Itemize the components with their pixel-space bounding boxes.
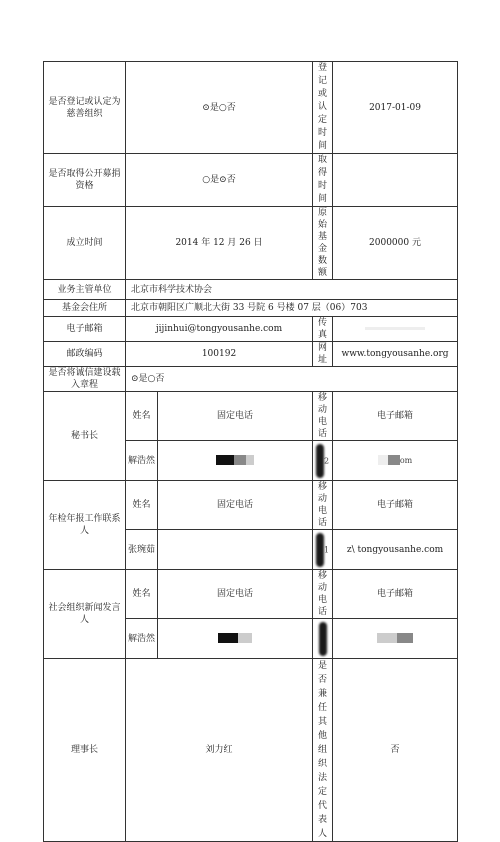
annual-phone-header: 固定电话: [158, 481, 313, 530]
spokesperson-name: 解浩然: [126, 619, 158, 659]
secretary-phone-header: 固定电话: [158, 392, 313, 441]
chairman-label: 理事长: [44, 659, 126, 842]
annual-contact-label: 年检年报工作联系人: [44, 481, 126, 570]
secretary-name-header: 姓名: [126, 392, 158, 441]
register-time-value: 2017-01-09: [333, 62, 458, 154]
website-value: www.tongyousanhe.org: [333, 342, 458, 367]
secretary-name: 解浩然: [126, 441, 158, 481]
secretary-mobile-header: 移动电话: [313, 392, 333, 441]
postcode-label: 邮政编码: [44, 342, 126, 367]
email-label: 电子邮箱: [44, 317, 126, 342]
secretary-label: 秘书长: [44, 392, 126, 481]
fax-label: 传真: [313, 317, 333, 342]
email-value: jijinhui@tongyousanhe.com: [126, 317, 313, 342]
register-time-label: 登记或认定时间: [313, 62, 333, 154]
annual-name: 张琬茹: [126, 530, 158, 570]
charity-label: 是否登记或认定为慈善组织: [44, 62, 126, 154]
spokesperson-phone-header: 固定电话: [158, 570, 313, 619]
spokesperson-phone-redacted: [158, 619, 313, 659]
secretary-email-header: 电子邮箱: [333, 392, 458, 441]
spokesperson-mobile-header: 移动电话: [313, 570, 333, 619]
foundation-info-table: [43, 61, 458, 842]
supervisor-value: 北京市科学技术协会: [126, 280, 458, 300]
legal-rep-label: 是否兼任其他组织法定代表人: [313, 659, 333, 842]
annual-email: z\ tongyousanhe.com: [333, 530, 458, 570]
spokesperson-label: 社会组织新闻发言人: [44, 570, 126, 659]
annual-phone-redacted: [158, 530, 313, 570]
chairman-name: 刘力红: [126, 659, 313, 842]
obtain-time-label: 取得时间: [313, 154, 333, 207]
annual-email-header: 电子邮箱: [333, 481, 458, 530]
fund-value: 2000000 元: [333, 207, 458, 280]
fax-value: [333, 317, 458, 342]
annual-name-header: 姓名: [126, 481, 158, 530]
charity-value: ⊙是○否: [126, 62, 313, 154]
established-value: 2014 年 12 月 26 日: [126, 207, 313, 280]
public-fund-value: ○是⊙否: [126, 154, 313, 207]
obtain-time-value: [333, 154, 458, 207]
secretary-email-redacted: om: [333, 441, 458, 481]
secretary-mobile-redacted: 2: [313, 441, 333, 481]
address-label: 基金会住所: [44, 300, 126, 317]
annual-mobile-header: 移动电话: [313, 481, 333, 530]
supervisor-label: 业务主管单位: [44, 280, 126, 300]
address-value: 北京市朝阳区广顺北大街 33 号院 6 号楼 07 层（06）703: [126, 300, 458, 317]
secretary-phone-redacted: [158, 441, 313, 481]
integrity-label: 是否将诚信建设载入章程: [44, 367, 126, 392]
spokesperson-mobile-redacted: [313, 619, 333, 659]
integrity-value: ⊙是○否: [126, 367, 458, 392]
spokesperson-email-redacted: [333, 619, 458, 659]
public-fund-label: 是否取得公开募捐资格: [44, 154, 126, 207]
website-label: 网址: [313, 342, 333, 367]
annual-mobile-redacted: 1: [313, 530, 333, 570]
spokesperson-email-header: 电子邮箱: [333, 570, 458, 619]
legal-rep-value: 否: [333, 659, 458, 842]
spokesperson-name-header: 姓名: [126, 570, 158, 619]
established-label: 成立时间: [44, 207, 126, 280]
postcode-value: 100192: [126, 342, 313, 367]
fund-label: 原始基金数额: [313, 207, 333, 280]
